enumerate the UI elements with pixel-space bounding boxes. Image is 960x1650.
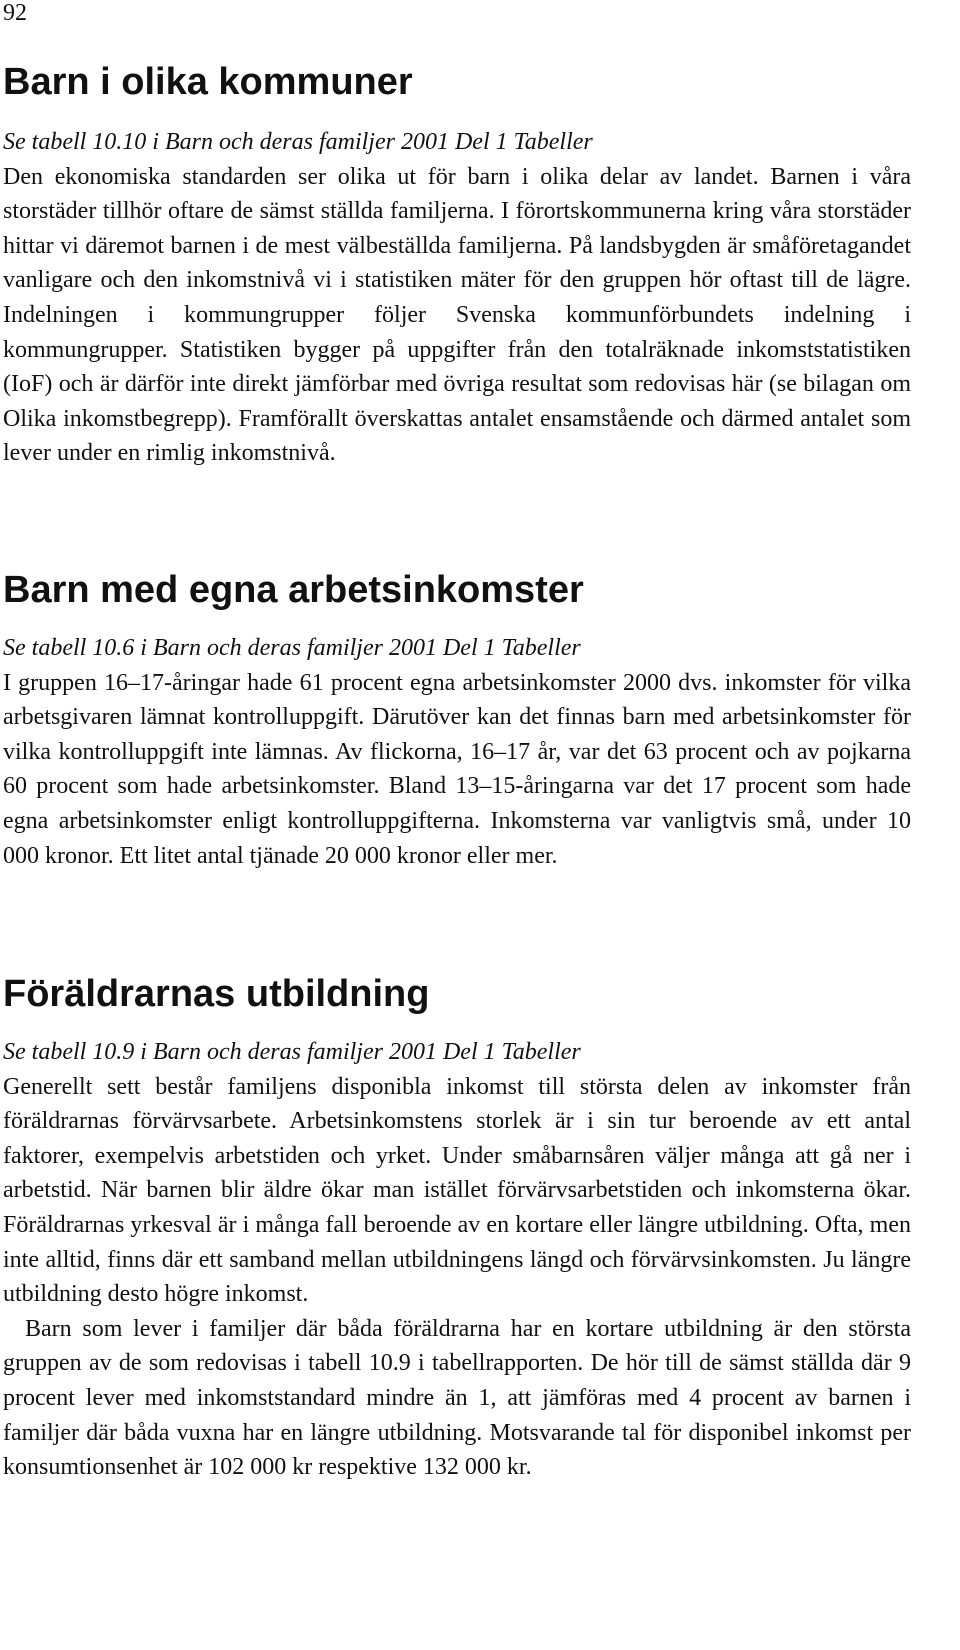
body-paragraph: I gruppen 16–17-åringar hade 61 procent egna arbetsinkomster 2000 dvs. inkomster för vilka arbetsgivaren lämnat kontrolluppgift. Därutöver kan det finnas barn med arbetsinkomster för vilka kontrolluppgift inte lämnas. Av flickorna, 16–17 år, var det 63 procent och av pojkarna 60 procent som hade arbetsinkomster. Bland 13–15-åringarna var det 17 procent som hade egna arbetsinkomster enligt kontrolluppgifterna. Inkomsterna var vanligtvis små, under 10 000 kronor. Ett litet antal tjänade 20 000 kronor eller mer. [3, 669, 911, 869]
section-heading-foraldrarnas-utbildning: Föräldrarnas utbildning [3, 973, 430, 1015]
section-heading-barn-med-egna-arbetsinkomster: Barn med egna arbetsinkomster [3, 569, 584, 611]
table-reference: Se tabell 10.9 i Barn och deras familjer 2001 Del 1 Tabeller [3, 1039, 581, 1065]
section-heading-barn-i-olika-kommuner: Barn i olika kommuner [3, 61, 413, 103]
page-number: 92 [3, 0, 27, 26]
section-barn-med-egna-arbetsinkomster [3, 631, 911, 873]
table-reference: Se tabell 10.10 i Barn och deras familjer 2001 Del 1 Tabeller [3, 129, 593, 155]
body-paragraph: Barn som lever i familjer där båda föräldrarna har en kortare utbildning är den största gruppen av de som redovisas i tabell 10.9 i tabellrapporten. De hör till de sämst ställda där 9 procent lever med inkomststandard mindre än 1, att jämföras med 4 procent av barnen i familjer där båda vuxna har en längre utbildning. Motsvarande tal för disponibel inkomst per konsumtionsenhet är 102 000 kr respektive 132 000 kr. [3, 1315, 911, 1481]
body-paragraph: Den ekonomiska standarden ser olika ut för barn i olika delar av landet. Barnen i våra storstäder tillhör oftare de sämst ställda familjerna. I förortskommunerna kring våra storstäder hittar vi däremot barnen i de mest välbeställda familjerna. På landsbygden är småföretagandet vanligare och den inkomstnivå vi i statistiken mäter för den gruppen hör oftast till de lägre. Indelningen i kommungrupper följer Svenska kommunförbundets indelning i kommungrupper. Statistiken bygger på uppgifter från den totalräknade inkomststatistiken (IoF) och är därför inte direkt jämförbar med övriga resultat som redovisas här (se bilagan om Olika inkomstbegrepp). Framförallt överskattas antalet ensamstående och därmed antalet som lever under en rimlig inkomstnivå. [3, 163, 911, 467]
section-barn-i-olika-kommuner [3, 125, 911, 471]
table-reference: Se tabell 10.6 i Barn och deras familjer 2001 Del 1 Tabeller [3, 635, 581, 661]
body-paragraph: Generellt sett består familjens disponibla inkomst till största delen av inkomster från föräldrarnas förvärvsarbete. Arbetsinkomstens storlek är i sin tur beroende av ett antal faktorer, exempelvis arbetstiden och yrket. Under småbarnsåren väljer många att gå ner i arbetstid. När barnen blir äldre ökar man istället förvärvsarbetstiden och inkomsterna ökar. Föräldrarnas yrkesval är i många fall beroende av en kortare eller längre utbildning. Ofta, men inte alltid, finns där ett samband mellan utbildningens längd och förvärvsinkomsten. Ju längre utbildning desto högre inkomst. [3, 1073, 911, 1308]
section-foraldrarnas-utbildning [3, 1035, 911, 1485]
